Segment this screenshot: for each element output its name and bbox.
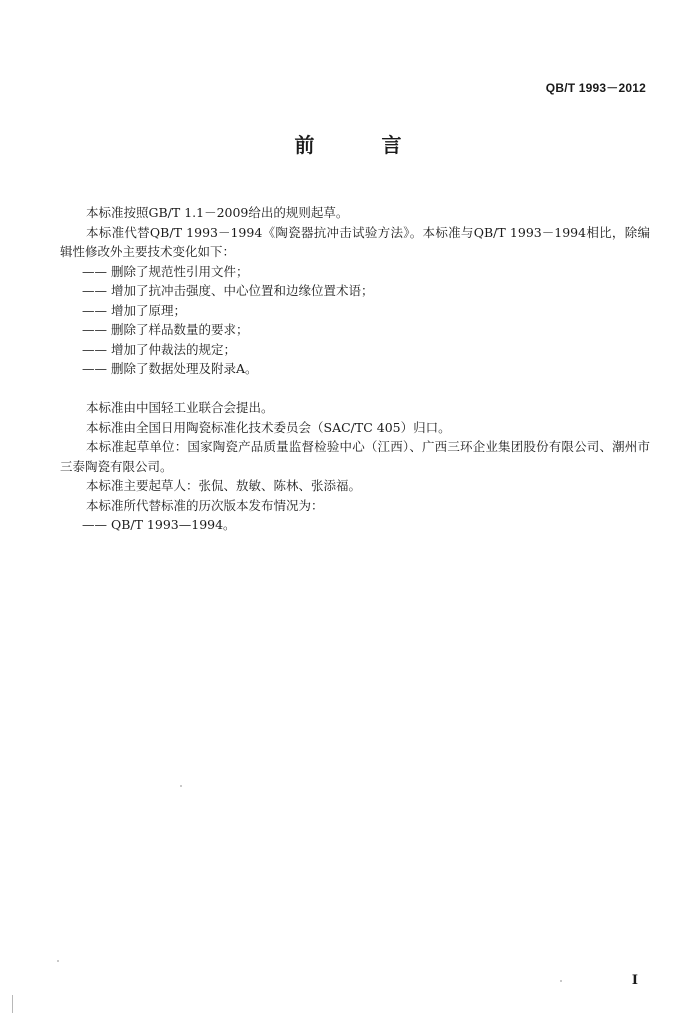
page-title: 前 言 bbox=[294, 133, 432, 157]
scan-speck bbox=[180, 785, 182, 787]
scan-speck bbox=[57, 960, 59, 962]
section-drafting-info bbox=[60, 203, 650, 379]
history-item: —— QB/T 1993—1994。 bbox=[82, 517, 236, 532]
standard-code: QB/T 1993－2012 bbox=[545, 81, 646, 95]
section-responsibility-info bbox=[60, 398, 650, 535]
paragraph-committee: 本标准由全国日用陶瓷标准化技术委员会（SAC/TC 405）归口。 bbox=[86, 419, 451, 435]
change-item: —— 增加了仲裁法的规定； bbox=[82, 341, 236, 357]
paragraph-drafting-rules: 本标准按照GB/T 1.1－2009给出的规则起草。 bbox=[86, 205, 349, 220]
paragraph-drafters: 本标准主要起草人：张侃、敖敏、陈林、张添福。 bbox=[86, 478, 362, 493]
paragraph-history-intro: 本标准所代替标准的历次版本发布情况为： bbox=[86, 497, 324, 513]
paragraph-drafting-units: 本标准起草单位：国家陶瓷产品质量监督检验中心（江西）、广西三环企业集团股份有限公司、潮州市三泰陶瓷有限公司。 bbox=[60, 439, 650, 474]
change-item: —— 删除了数据处理及附录A。 bbox=[82, 361, 258, 376]
change-item: —— 增加了抗冲击强度、中心位置和边缘位置术语； bbox=[82, 283, 374, 298]
page-number: I bbox=[631, 973, 638, 988]
paragraph-replacement: 本标准代替QB/T 1993－1994《陶瓷器抗冲击试验方法》。本标准与QB/T 1993－1994相比，除编辑性修改外主要技术变化如下： bbox=[60, 224, 650, 259]
change-item: —— 删除了样品数量的要求； bbox=[82, 322, 249, 337]
scan-mark bbox=[12, 995, 13, 1013]
change-item: —— 删除了规范性引用文件； bbox=[82, 263, 249, 279]
paragraph-proposer: 本标准由中国轻工业联合会提出。 bbox=[86, 400, 274, 415]
scan-speck bbox=[560, 980, 562, 982]
change-item: —— 增加了原理； bbox=[82, 302, 186, 318]
